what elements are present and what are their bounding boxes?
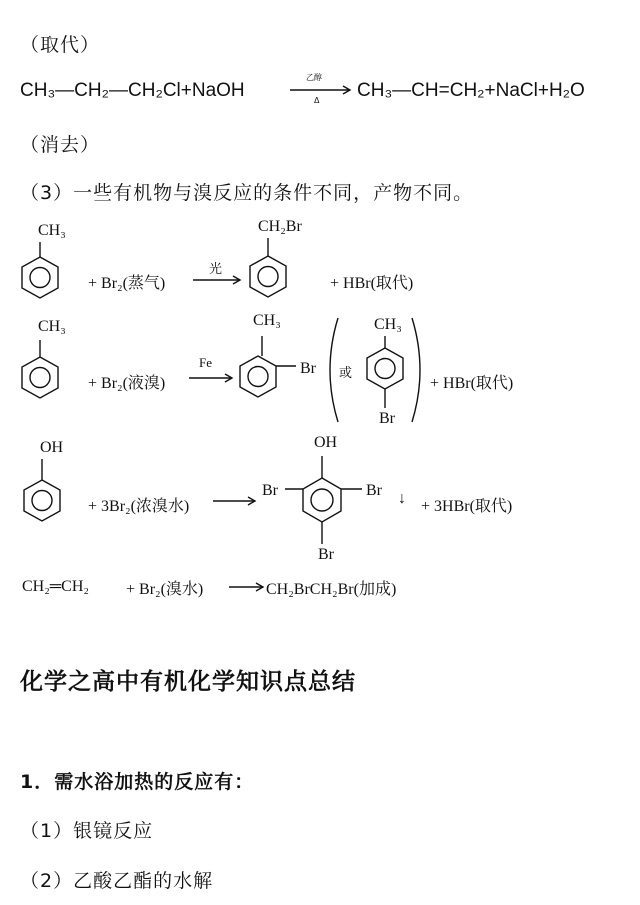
question-1: 1．需水浴加热的反应有： [20, 771, 255, 793]
r3-reactant-ring [24, 459, 60, 521]
r2-product-right: Br [300, 360, 316, 377]
r2-ortho-product-ring [240, 336, 296, 397]
condition-heat: Δ [314, 96, 320, 105]
elimination-arrow [290, 86, 350, 94]
elimination-products: CH₃—CH=CH₂+NaCl+H₂O [357, 80, 585, 101]
r2-right-bracket [412, 318, 420, 422]
r2-or-word: 或 [339, 365, 353, 380]
r3-product-top: OH [314, 434, 338, 451]
r2-byproduct: + HBr(取代) [430, 375, 514, 392]
r2-alt-top: CH₃ [374, 316, 402, 333]
item-silver-mirror: （1）银镜反应 [20, 820, 154, 842]
r1-condition: 光 [209, 261, 223, 276]
r1-product-substituent: CH₂Br [258, 218, 302, 235]
condition-ethanol: 乙醇 [306, 73, 322, 82]
r1-reactant-substituent: CH₃ [38, 222, 66, 239]
r2-reactant-ring [22, 340, 58, 398]
r3-product-right: Br [366, 482, 382, 499]
r4-reactant: CH₂═CH₂ [22, 578, 89, 595]
section-title: 化学之高中有机化学知识点总结 [20, 669, 356, 695]
r2-alt-bottom: Br [379, 410, 395, 427]
r2-product-top: CH₃ [253, 312, 281, 329]
r1-arrow [193, 276, 240, 284]
note-3: （3）一些有机物与溴反应的条件不同，产物不同。 [20, 182, 474, 204]
r2-condition: Fe [199, 355, 212, 370]
r1-byproduct: + HBr(取代) [330, 275, 414, 292]
r1-reactant-ring [22, 242, 58, 298]
r2-reactant-substituent: CH₃ [38, 318, 66, 335]
r3-arrow [213, 497, 255, 505]
r4-reagent: + Br₂(溴水) [126, 581, 204, 598]
r2-left-bracket [330, 318, 338, 422]
substitution-tag: （取代） [20, 34, 101, 56]
item-ester-hydrolysis: （2）乙酸乙酯的水解 [20, 870, 214, 892]
r3-precipitate-arrow: ↓ [398, 490, 406, 507]
r3-product-left: Br [262, 482, 278, 499]
r3-product-bottom: Br [318, 546, 334, 563]
r3-product-ring [285, 456, 362, 544]
elimination-tag: （消去） [20, 134, 101, 156]
r1-product-ring [250, 238, 286, 297]
elimination-reactants: CH₃—CH₂—CH₂Cl+NaOH [20, 80, 245, 101]
r3-byproduct: + 3HBr(取代) [421, 498, 513, 515]
r3-reactant-substituent: OH [40, 439, 64, 456]
r2-para-product-ring [367, 336, 403, 408]
r4-product: CH₂BrCH₂Br(加成) [266, 581, 397, 598]
r1-reagent: + Br₂(蒸气) [88, 275, 166, 292]
r4-arrow [229, 583, 263, 591]
r2-reagent: + Br₂(液溴) [88, 375, 166, 392]
r3-reagent: + 3Br₂(浓溴水) [88, 498, 190, 515]
r2-arrow [189, 374, 232, 382]
